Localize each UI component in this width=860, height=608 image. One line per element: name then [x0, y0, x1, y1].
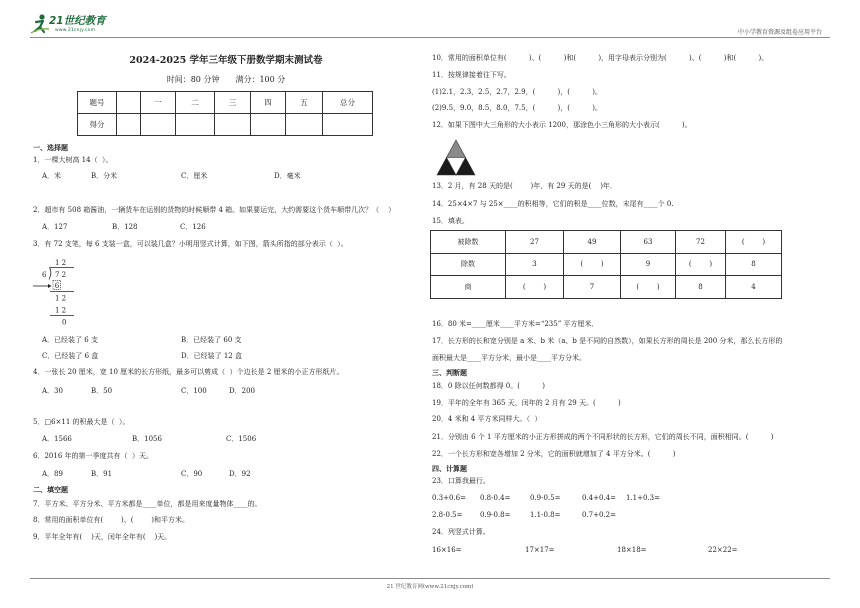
pointer-arrow-icon: [33, 284, 52, 288]
question-3-stem: 3．有 72 支笔，每 6 支装一盒，可以装几盒？小明用竖式计算，如下图，箭头所指的部分表示（ ）。: [33, 240, 348, 248]
question-5-option-c: C．1506: [226, 435, 257, 443]
question-24: 24．列竖式计算。: [432, 528, 490, 536]
division-fill-table: [430, 230, 782, 299]
question-20: 20．4 米和 4 平方米同样大。（ ）: [432, 415, 542, 423]
score-cell: [286, 114, 323, 136]
table-cell: 49: [564, 231, 621, 254]
table-row-label: 商: [431, 276, 506, 299]
question-4-stem: 4．一张长 20 厘米，宽 10 厘米的长方形纸，最多可以剪成（ ）个边长是 2 厘米的小正方形纸片。: [33, 368, 344, 376]
question-14: 14．25×4×7 与 25×____的积相等，它们的积是____位数，末尾有____个 0.: [432, 200, 674, 208]
footer-divider: [30, 578, 830, 579]
mental-math-item: 0.4+0.4=: [582, 494, 616, 502]
question-3-option-a: A．已经装了 6 支: [42, 336, 98, 344]
mental-math-item: 0.7+0.2=: [582, 511, 616, 519]
footer-text: 21 世纪教育网(www.21cnjy.com): [386, 584, 474, 590]
exam-title: 2024-2025 学年三年级下册数学期末测试卷: [129, 55, 323, 66]
question-7: 7．平方米、平方分米、平方米都是____单位，都是用来度量物体____的。: [33, 500, 262, 508]
question-3-option-c: C．已经装了 6 盒: [42, 352, 99, 360]
table-row: [431, 254, 782, 276]
question-13: 13．2 月，有 28 天的是( )年，有 29 天的是( )年．: [432, 182, 617, 190]
question-1-option-a: A．米: [42, 172, 62, 180]
question-16: 16．80 米=____厘米____平方米=“235” 平方厘米．: [432, 320, 599, 328]
division-dividend: 7 2: [55, 271, 67, 279]
score-table-header-cell: 二: [176, 92, 215, 114]
table-cell: 7: [564, 276, 621, 299]
score-cell: [117, 114, 141, 136]
table-cell: 63: [621, 231, 676, 254]
mental-math-item: 1.1+0.3=: [626, 494, 660, 502]
section-choice-heading: 一、选择题: [33, 143, 68, 152]
table-cell: ( ): [726, 231, 782, 254]
question-2-option-b: B．128: [112, 223, 138, 231]
question-1-stem: 1．一棵大树高 14（ ）。: [33, 156, 113, 164]
logo-wordmark: 21世纪教育: [49, 15, 106, 27]
table-row-label: 除数: [431, 254, 506, 276]
question-4-option-c: C．100: [181, 387, 207, 395]
table-row: [431, 276, 782, 299]
table-cell: 72: [676, 231, 726, 254]
question-1-option-b: B．分米: [91, 172, 118, 180]
score-table-header-cell: 五: [286, 92, 323, 114]
section-judge-heading: 三、判断题: [432, 368, 467, 377]
question-3-option-d: D．已经装了 12 盒: [181, 352, 242, 360]
question-6-option-a: A．89: [42, 470, 63, 478]
table-cell: ( ): [506, 276, 564, 299]
score-table-header-cell: 题号: [78, 92, 117, 114]
question-11: 11．按规律接着往下写。: [432, 71, 511, 79]
triangle-diagram: [435, 138, 477, 178]
mental-math-item: 0.9-0.5=: [530, 494, 561, 502]
platform-name: 中小学教育资源及组卷应用平台: [737, 29, 822, 36]
score-cell: [323, 114, 373, 136]
section-calc-heading: 四、计算题: [432, 464, 467, 473]
question-17-line-1: 17．长方形的长和宽分别是 a 米、b 米（a、b 是不同的自然数），如果长方形的周长是 200 分米，那么长方形的: [432, 337, 783, 345]
score-table-header-cell: 三: [215, 92, 251, 114]
question-4-option-a: A．30: [42, 387, 63, 395]
logo-icon: [30, 13, 50, 35]
question-4-option-b: B．50: [91, 387, 113, 395]
vertical-calc-item: 22×22=: [708, 546, 738, 554]
division-brought-down: 1 2: [55, 294, 67, 303]
table-cell: 3: [506, 254, 564, 276]
mental-math-item: 0.9-0.8=: [480, 511, 511, 519]
question-9: 9．平年全年有( )天，闰年全年有( )天。: [33, 533, 172, 541]
mental-math-item: 0.3+0.6=: [432, 494, 466, 502]
section-fill-heading: 二、填空题: [33, 485, 68, 494]
table-row: [431, 231, 782, 254]
table-cell: 4: [726, 276, 782, 299]
score-cell: [141, 114, 176, 136]
mental-math-item: 2.8-0.5=: [432, 511, 463, 519]
question-6-option-d: D．92: [229, 470, 251, 478]
question-17-line-2: 面积最大是____平方分米，最小是____平方分米。: [432, 354, 586, 362]
question-4-option-d: D．200: [229, 387, 255, 395]
exam-meta: [90, 75, 362, 85]
division-first-product: 6: [54, 282, 60, 291]
score-row-label: 得分: [78, 114, 117, 136]
score-table-header-row: [78, 92, 373, 114]
question-22: 22．一个长方形和宽各增加 2 分米，它的面积就增加了 4 平方分米。( ): [432, 450, 676, 458]
question-2-option-a: A．127: [42, 223, 68, 231]
triangle-top-shaded: [447, 140, 466, 158]
question-15: 15．填表。: [432, 217, 469, 225]
score-table-header-cell: 总分: [323, 92, 373, 114]
question-11-part-2: (2)9.5，9.0，8.5，8.0，7.5，( )，( )。: [432, 104, 603, 112]
vertical-calc-item: 16×16=: [432, 546, 462, 554]
question-18: 18．0 除以任何数都得 0。( ): [432, 382, 545, 390]
score-table: [77, 91, 373, 136]
table-cell: ( ): [676, 254, 726, 276]
exam-time: 时间：80 分钟: [166, 75, 220, 84]
division-second-product: 1 2: [55, 306, 67, 315]
question-10: 10．常用的面积单位有( )、( )和( )，用字母表示分别为( )、( )和( )。: [432, 54, 769, 62]
question-19: 19．平年的全年有 365 天，闰年的 2 月有 29 天。( ): [432, 399, 621, 407]
question-6-stem: 6．2016 年的第一季度共有（ ）天。: [33, 452, 153, 460]
mental-math-item: 1.1-0.8=: [530, 511, 561, 519]
table-cell: 9: [621, 254, 676, 276]
table-cell: 8: [676, 276, 726, 299]
question-2-stem: 2．超市有 508 箱酱油，一辆货车在运别的货物的时候顺带 4 箱。如果要运完，大约需要这个货车顺带几次？（ ）: [33, 206, 396, 214]
question-12: 12．如果下图中大三角形的大小表示 1200，那涂色小三角形的大小表示( )。: [432, 121, 692, 129]
question-5-stem: 5．□6×11 的积最大是（ ）。: [33, 418, 130, 426]
score-table-empty-cell: [117, 92, 141, 114]
question-8: 8．常用的面积单位有( )、( )和平方米。: [33, 516, 189, 524]
question-2-option-c: C．126: [180, 223, 206, 231]
score-cell: [176, 114, 215, 136]
question-1-option-c: C．厘米: [181, 172, 208, 180]
question-11-part-1: (1)2.1，2.3，2.5，2.7，2.9，( )，( )。: [432, 88, 603, 96]
exam-full-score: 满分：100 分: [235, 75, 286, 84]
score-table-header-cell: 四: [251, 92, 286, 114]
division-divisor: 6: [42, 271, 47, 279]
table-cell: ( ): [621, 276, 676, 299]
question-3-option-b: B．已经装了 60 支: [181, 336, 242, 344]
long-division-diagram: [30, 255, 90, 327]
division-quotient: 1 2: [55, 259, 67, 267]
question-23: 23．口算我最行。: [432, 477, 490, 485]
table-cell: ( ): [564, 254, 621, 276]
table-cell: 8: [726, 254, 782, 276]
question-6-option-b: B．91: [91, 470, 113, 478]
question-21: 21．分别由 6 个 1 平方厘米的小正方形拼成的两个不同形状的长方形，它们的周长不同，面积相同。( ): [432, 433, 774, 441]
table-cell: 27: [506, 231, 564, 254]
question-1-option-d: D．毫米: [274, 172, 301, 180]
question-6-option-c: C．90: [181, 470, 203, 478]
score-table-header-cell: 一: [141, 92, 176, 114]
question-5-option-a: A．1566: [42, 435, 72, 443]
vertical-calc-item: 17×17=: [525, 546, 555, 554]
score-cell: [215, 114, 251, 136]
logo-site-url: www.21cnjy.com: [55, 28, 96, 33]
division-remainder: 0: [62, 318, 67, 327]
score-table-score-row: [78, 114, 373, 136]
score-cell: [251, 114, 286, 136]
header-divider: [30, 37, 830, 38]
vertical-calc-item: 18×18=: [617, 546, 647, 554]
question-5-option-b: B．1056: [132, 435, 162, 443]
mental-math-item: 0.8-0.4=: [480, 494, 511, 502]
table-row-label: 被除数: [431, 231, 506, 254]
